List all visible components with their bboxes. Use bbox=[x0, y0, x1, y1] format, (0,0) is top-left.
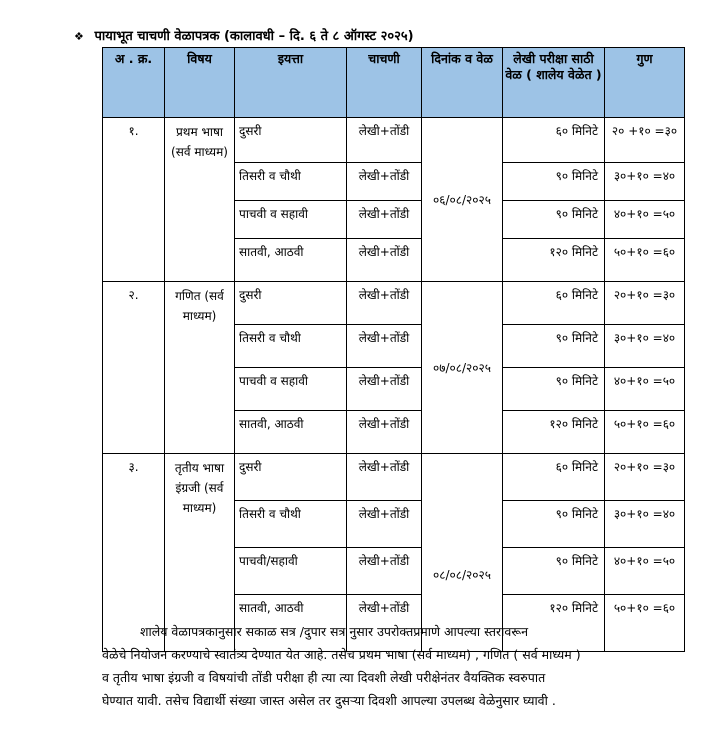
note-line: व तृतीय भाषा इंग्रजी व विषयांची तोंडी परीक्षा ही त्या त्या दिवशी लेखी परीक्षेनंतर वैयक्तिक स्वरुपात bbox=[102, 670, 546, 685]
table-header-row bbox=[103, 48, 685, 118]
test-cell: लेखी+तोंडी bbox=[347, 239, 422, 282]
table-row bbox=[103, 282, 685, 325]
test-cell: लेखी+तोंडी bbox=[347, 411, 422, 454]
time-cell: ९० मिनिटे bbox=[503, 325, 605, 368]
standard-cell: तिसरी व चौथी bbox=[235, 163, 347, 201]
time-cell: ६० मिनिटे bbox=[503, 454, 605, 501]
header-test: चाचणी bbox=[347, 48, 422, 118]
header-subject: विषय bbox=[165, 48, 235, 118]
test-cell: लेखी+तोंडी bbox=[347, 368, 422, 411]
schedule-heading bbox=[74, 26, 414, 44]
standard-cell: सातवी, आठवी bbox=[235, 411, 347, 454]
marks-cell: ५०+१० =६० bbox=[605, 239, 685, 282]
schedule-title: पायाभूत चाचणी वेळापत्रक (कालावधी – दि. ६ ते ८ ऑगस्ट २०२५) bbox=[94, 29, 414, 44]
standard-cell: दुसरी bbox=[235, 282, 347, 325]
header-standard: इयत्ता bbox=[235, 48, 347, 118]
standard-cell: सातवी, आठवी bbox=[235, 595, 347, 652]
time-cell: १२० मिनिटे bbox=[503, 595, 605, 652]
marks-cell: ४०+१० =५० bbox=[605, 548, 685, 595]
time-cell: १२० मिनिटे bbox=[503, 239, 605, 282]
header-date: दिनांक व वेळ bbox=[422, 48, 503, 118]
date-cell: ०७/०८/२०२५ bbox=[422, 282, 503, 454]
marks-cell: ५०+१० =६० bbox=[605, 595, 685, 652]
serial-cell: २. bbox=[103, 282, 165, 454]
note-line: शालेय वेळापत्रकानुसार सकाळ सत्र /दुपार सत्र नुसार उपरोक्तप्रमाणे आपल्या स्तरावरून bbox=[140, 624, 529, 639]
test-cell: लेखी+तोंडी bbox=[347, 118, 422, 163]
marks-cell: ५०+१० =६० bbox=[605, 411, 685, 454]
marks-cell: ४०+१० =५० bbox=[605, 201, 685, 239]
marks-cell: ३०+१० =४० bbox=[605, 163, 685, 201]
standard-cell: पाचवी/सहावी bbox=[235, 548, 347, 595]
marks-cell: ३०+१० =४० bbox=[605, 325, 685, 368]
time-cell: ९० मिनिटे bbox=[503, 201, 605, 239]
subject-cell: गणित (सर्व माध्यम) bbox=[165, 282, 235, 454]
table-row bbox=[103, 118, 685, 163]
date-cell: ०६/०८/२०२५ bbox=[422, 118, 503, 282]
standard-cell: तिसरी व चौथी bbox=[235, 501, 347, 548]
serial-cell: १. bbox=[103, 118, 165, 282]
time-cell: १२० मिनिटे bbox=[503, 411, 605, 454]
standard-cell: सातवी, आठवी bbox=[235, 239, 347, 282]
header-serial: अ . क्र. bbox=[103, 48, 165, 118]
marks-cell: ३०+१० =४० bbox=[605, 501, 685, 548]
test-cell: लेखी+तोंडी bbox=[347, 501, 422, 548]
schedule-table bbox=[102, 47, 685, 652]
header-marks: गुण bbox=[605, 48, 685, 118]
marks-cell: २०+१० =३० bbox=[605, 282, 685, 325]
time-cell: ६० मिनिटे bbox=[503, 282, 605, 325]
time-cell: ९० मिनिटे bbox=[503, 548, 605, 595]
standard-cell: दुसरी bbox=[235, 118, 347, 163]
standard-cell: दुसरी bbox=[235, 454, 347, 501]
subject-cell: तृतीय भाषा इंग्रजी (सर्व माध्यम) bbox=[165, 454, 235, 652]
test-cell: लेखी+तोंडी bbox=[347, 282, 422, 325]
table-row bbox=[103, 454, 685, 501]
marks-cell: २० +१० =३० bbox=[605, 118, 685, 163]
test-cell: लेखी+तोंडी bbox=[347, 454, 422, 501]
subject-cell: प्रथम भाषा (सर्व माध्यम) bbox=[165, 118, 235, 282]
standard-cell: पाचवी व सहावी bbox=[235, 368, 347, 411]
date-cell: ०८/०८/२०२५ bbox=[422, 454, 503, 652]
test-cell: लेखी+तोंडी bbox=[347, 548, 422, 595]
time-cell: ९० मिनिटे bbox=[503, 163, 605, 201]
note-line: वेळेचे नियोजन करण्याचे स्वातंत्र्य देण्यात येत आहे. तसेच प्रथम भाषा (सर्व माध्यम) , गणित ( सर्व माध्यम ) bbox=[102, 647, 581, 662]
schedule-note bbox=[102, 620, 680, 712]
marks-cell: २०+१० =३० bbox=[605, 454, 685, 501]
note-line: घेण्यात यावी. तसेच विद्यार्थी संख्या जास्त असेल तर दुसऱ्या दिवशी आपल्या उपलब्ध वेळेनुसार घ्यावी . bbox=[102, 693, 556, 708]
diamond-bullet-icon: ❖ bbox=[74, 30, 84, 43]
serial-cell: ३. bbox=[103, 454, 165, 652]
standard-cell: पाचवी व सहावी bbox=[235, 201, 347, 239]
time-cell: ६० मिनिटे bbox=[503, 118, 605, 163]
time-cell: ९० मिनिटे bbox=[503, 368, 605, 411]
test-cell: लेखी+तोंडी bbox=[347, 595, 422, 652]
time-cell: ९० मिनिटे bbox=[503, 501, 605, 548]
test-cell: लेखी+तोंडी bbox=[347, 201, 422, 239]
marks-cell: ४०+१० =५० bbox=[605, 368, 685, 411]
standard-cell: तिसरी व चौथी bbox=[235, 325, 347, 368]
header-written-time: लेखी परीक्षा साठी वेळ ( शालेय वेळेत ) bbox=[503, 48, 605, 118]
test-cell: लेखी+तोंडी bbox=[347, 325, 422, 368]
test-cell: लेखी+तोंडी bbox=[347, 163, 422, 201]
